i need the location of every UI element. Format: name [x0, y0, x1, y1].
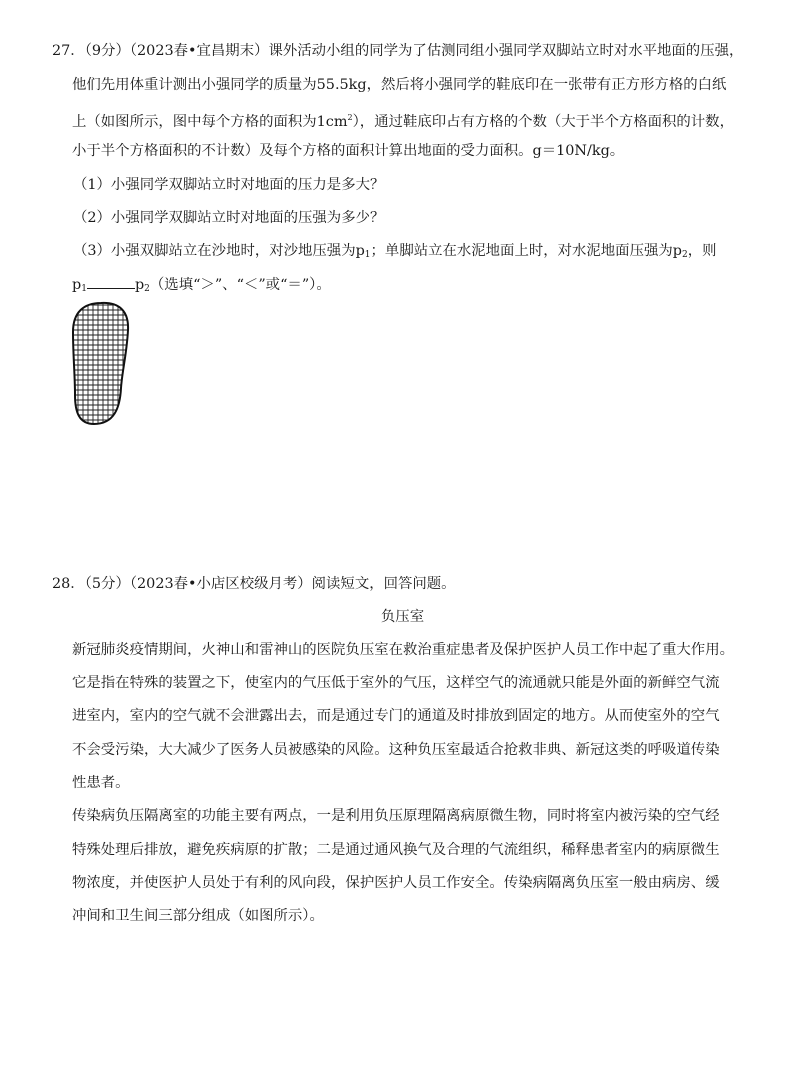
- passage-p1-line-4: 不会受污染，大大减少了医务人员被感染的风险。这种负压室最适合抢救非典、新冠这类的呼吸道传染: [72, 742, 720, 758]
- p2-subscript: 2: [144, 284, 150, 294]
- q27-line-3-sup: 2: [347, 113, 353, 122]
- q27-line-2: 他们先用体重计测出小强同学的质量为55.5kg，然后将小强同学的鞋底印在一张带有正方形方格的白纸: [72, 77, 727, 93]
- q27-line-3: [72, 108, 734, 132]
- q27-sub3-c: ，则: [687, 243, 717, 259]
- q27-sub-question-3: [73, 241, 716, 265]
- q27-sub3-b: ；单脚站立在水泥地面上时，对水泥地面压强为p: [370, 243, 682, 259]
- passage-p2-line-2: 特殊处理后排放，避免疾病原的扩散；二是通过通风换气及合理的气流组织，稀释患者室内的病原微生: [72, 842, 720, 858]
- shoe-print-grid-icon: [70, 300, 132, 428]
- p1-symbol: p: [72, 277, 82, 293]
- passage-p1-line-1: 新冠肺炎疫情期间，火神山和雷神山的医院负压室在救治重症患者及保护医护人员工作中起了重大作用。: [72, 642, 734, 658]
- q27-sub3-a: （3）小强双脚站立在沙地时，对沙地压强为p: [73, 243, 365, 259]
- p2-symbol: p: [134, 277, 145, 293]
- passage-title: 负压室: [380, 609, 425, 625]
- p1-subscript: 1: [81, 284, 87, 294]
- q27-sub-question-3-line-2: [72, 274, 331, 299]
- q27-sub-question-2: （2）小强同学双脚站立时对地面的压强为多少？: [73, 210, 385, 226]
- q28-header: 28．（5分）（2023春•小店区校级月考）阅读短文，回答问题。: [52, 576, 456, 592]
- passage-p2-line-3: 物浓度，并使医护人员处于有利的风向段，保护医护人员工作安全。传染病隔离负压室一般由病房、缓: [72, 875, 720, 891]
- passage-p2-line-4: 冲间和卫生间三部分组成（如图所示）。: [72, 908, 324, 924]
- q27-sub3-line2-rest: （选填“＞”、“＜”或“＝”）。: [149, 277, 331, 293]
- q27-sub3-b-sub: 2: [681, 250, 688, 260]
- q27-line-4: 小于半个方格面积的不计数）及每个方格的面积计算出地面的受力面积。g＝10N/kg。: [72, 143, 625, 159]
- q27-header: 27．（9分）（2023春•宜昌期末）课外活动小组的同学为了估测同组小强同学双脚站立时对水平地面的压强，: [52, 43, 744, 59]
- q27-sub-question-1: （1）小强同学双脚站立时对地面的压力是多大？: [73, 177, 385, 193]
- q27-sub3-a-sub: 1: [364, 250, 371, 260]
- passage-p1-line-3: 进室内，室内的空气就不会泄露出去，而是通过专门的通道及时排放到固定的地方。从而使室外的空气: [72, 708, 720, 724]
- passage-p2-line-1: 传染病负压隔离室的功能主要有两点，一是利用负压原理隔离病原微生物，同时将室内被污染的空气经: [72, 808, 720, 824]
- q27-line-3-post: ），通过鞋底印占有方格的个数（大于半个方格面积的计数，: [352, 114, 734, 130]
- q27-line-3-pre: 上（如图所示，图中每个方格的面积为1cm: [72, 114, 348, 130]
- answer-blank[interactable]: [87, 274, 135, 289]
- passage-p1-line-2: 它是指在特殊的装置之下，使室内的气压低于室外的气压，这样空气的流通就只能是外面的新鲜空气流: [72, 675, 720, 691]
- passage-p1-line-5: 性患者。: [72, 775, 130, 791]
